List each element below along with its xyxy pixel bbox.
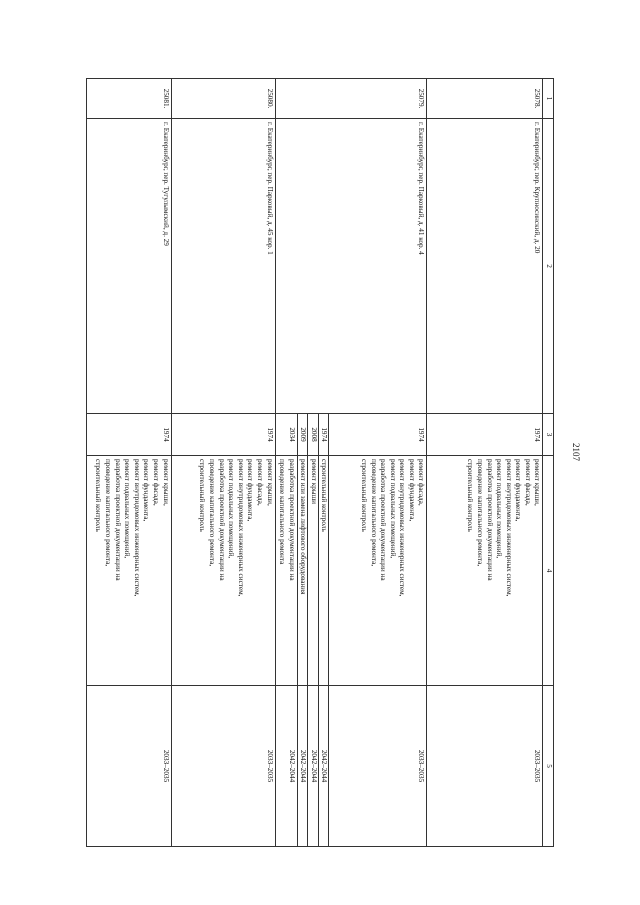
period-cell: 2042–2044 (275, 686, 297, 847)
header-col-5: 5 (543, 686, 554, 847)
works-cell (308, 456, 319, 686)
year-cell: 1974 (87, 414, 172, 456)
work-item: ремонт фасада, (417, 459, 426, 506)
works-cell (297, 456, 308, 686)
header-row (543, 79, 554, 847)
work-item: разработка проектной документации на (217, 459, 226, 581)
works-cell (318, 456, 329, 686)
address-cell: г. Екатеринбург, пер. Парковый, д. 45 кор. 1 (171, 119, 275, 414)
works-cell (171, 456, 275, 686)
work-item: проведение капитального ремонта, (104, 459, 113, 567)
period-cell: 2042–2044 (318, 686, 329, 847)
work-item: проведение капитального ремонта, (208, 459, 217, 567)
header-col-2: 2 (543, 119, 554, 414)
works-cell (87, 456, 172, 686)
work-item: ремонт подвальных помещений, (388, 459, 397, 559)
year-cell: 1974 (318, 414, 329, 456)
address-cell: г. Екатеринбург, пер. Тугулымский, д. 29 (87, 119, 172, 414)
period-cell: 2033–2035 (329, 686, 427, 847)
table-row (171, 79, 275, 847)
address-cell: г. Екатеринбург, пер. Крупносинский, д. 20 (427, 119, 543, 414)
table-row (427, 79, 543, 847)
header-col-4: 4 (543, 456, 554, 686)
work-item: ремонт фасада, (151, 459, 160, 506)
work-item: ремонт подвальных помещений, (227, 459, 236, 559)
work-item: проведение капитального ремонта (278, 459, 287, 565)
work-item: ремонт фасада, (255, 459, 264, 506)
work-item: ремонт внутридомовых инженерных систем, (236, 459, 245, 597)
work-item: ремонт фасада, (523, 459, 532, 506)
period-cell: 2042–2044 (297, 686, 308, 847)
work-item: проведение капитального ремонта, (369, 459, 378, 567)
address-cell: г. Екатеринбург, пер. Парковый, д. 41 кор. 4 (275, 119, 427, 414)
work-item: разработка проектной документации на (379, 459, 388, 581)
rotated-table-wrapper (86, 78, 554, 846)
works-cell (275, 456, 297, 686)
work-item: ремонт фундамента, (407, 459, 416, 522)
work-item: разработка проектной документации на (485, 459, 494, 581)
work-item: строительный контроль (320, 459, 329, 532)
row-number: 25078. (427, 79, 543, 119)
year-cell: 1974 (427, 414, 543, 456)
work-item: строительный контроль (359, 459, 368, 532)
period-cell: 2033–2035 (87, 686, 172, 847)
repair-schedule-table (86, 78, 554, 847)
work-item: ремонт фундамента, (142, 459, 151, 522)
period-cell: 2033–2035 (171, 686, 275, 847)
work-item: проведение капитального ремонта, (475, 459, 484, 567)
period-cell: 2042–2044 (308, 686, 319, 847)
work-item: ремонт крыши, (533, 459, 542, 506)
period-cell: 2033–2035 (427, 686, 543, 847)
table-row (87, 79, 172, 847)
work-item: ремонт внутридомовых инженерных систем, (132, 459, 141, 597)
work-item: ремонт или замена лифтового оборудования (299, 459, 308, 595)
year-cell: 2008 (308, 414, 319, 456)
table-row (329, 79, 427, 847)
works-cell (427, 456, 543, 686)
year-cell: 2009 (297, 414, 308, 456)
header-col-1: 1 (543, 79, 554, 119)
row-number: 25080. (171, 79, 275, 119)
work-item: ремонт крыши, (265, 459, 274, 506)
work-item: строительный контроль (94, 459, 103, 532)
year-cell: 1974 (171, 414, 275, 456)
work-item: ремонт подвальных помещений, (495, 459, 504, 559)
work-item: строительный контроль (198, 459, 207, 532)
work-item: ремонт крыши, (161, 459, 170, 506)
work-item: ремонт фундамента, (246, 459, 255, 522)
row-number: 25079. (275, 79, 427, 119)
work-item: ремонт крыши (309, 459, 318, 505)
page-number: 2107 (571, 443, 581, 461)
work-item: ремонт внутридомовых инженерных систем, (504, 459, 513, 597)
work-item: ремонт фундамента, (514, 459, 523, 522)
work-item: ремонт подвальных помещений, (123, 459, 132, 559)
year-cell: 1974 (329, 414, 427, 456)
work-item: ремонт внутридомовых инженерных систем, (398, 459, 407, 597)
work-item: разработка проектной документации на (113, 459, 122, 581)
work-item: строительный контроль (466, 459, 475, 532)
header-col-3: 3 (543, 414, 554, 456)
year-cell: 2034 (275, 414, 297, 456)
row-number: 25081. (87, 79, 172, 119)
works-cell (329, 456, 427, 686)
table-frame (86, 78, 554, 846)
work-item: разработка проектной документации на (287, 459, 296, 581)
